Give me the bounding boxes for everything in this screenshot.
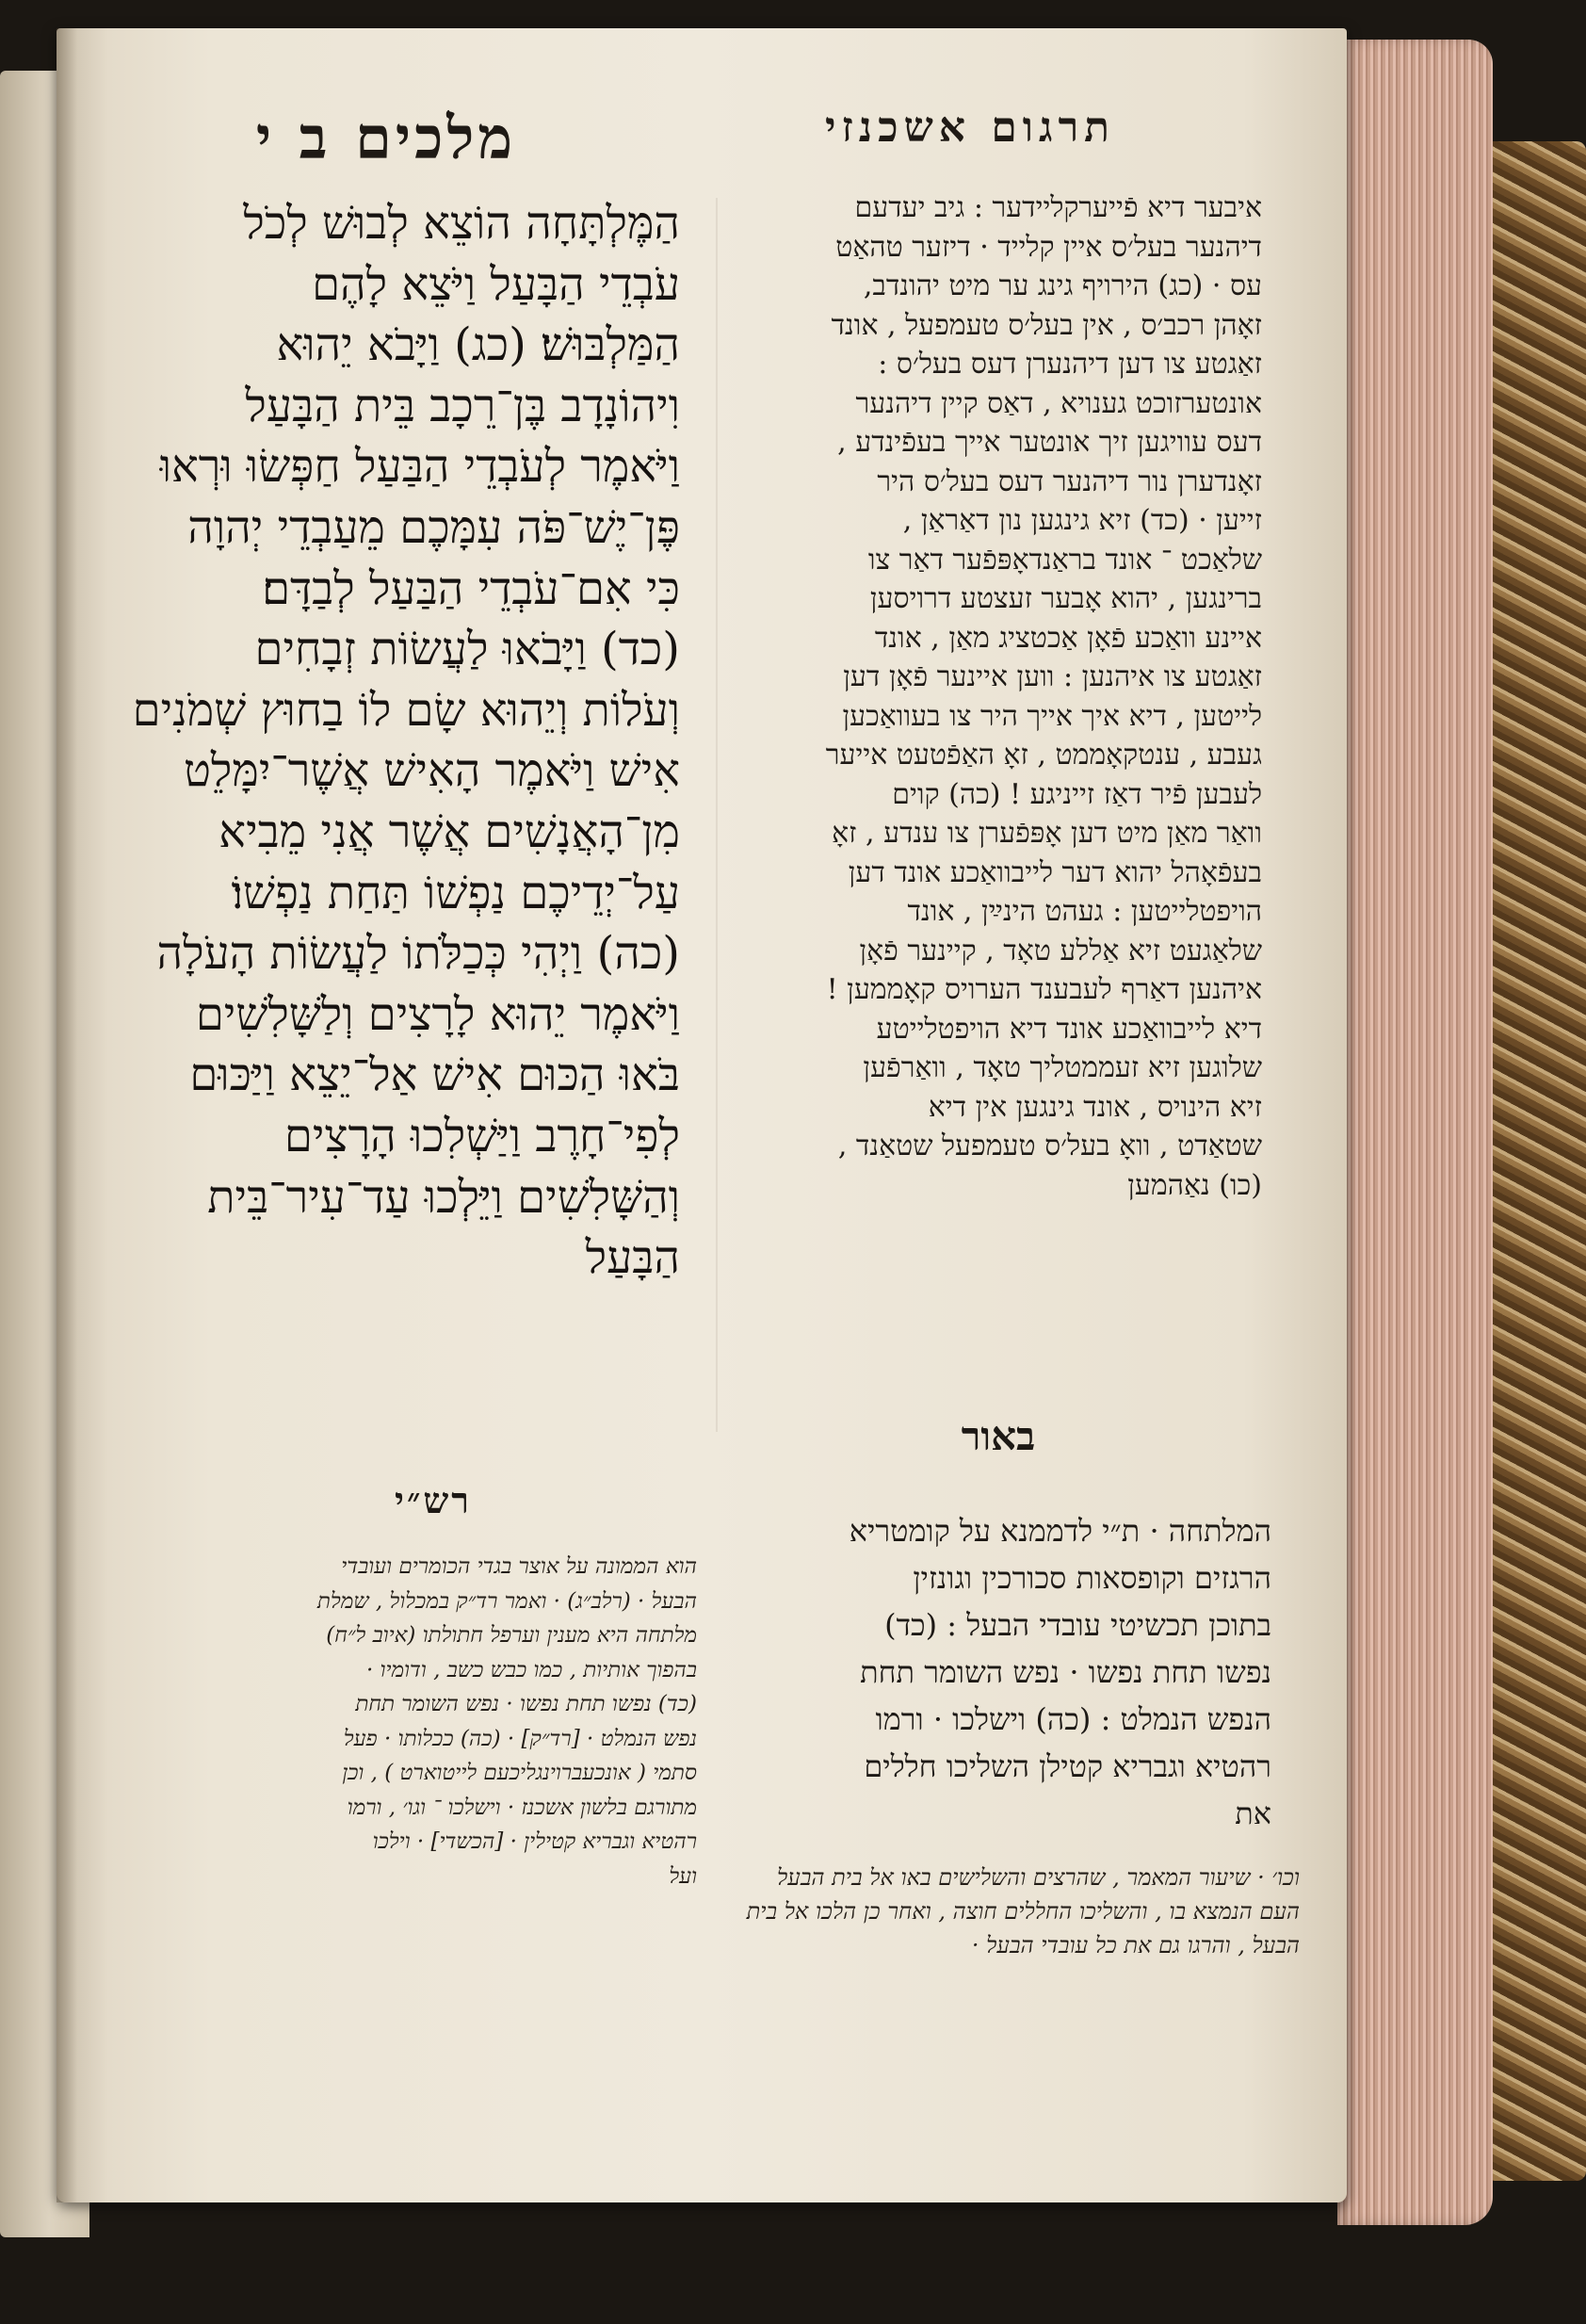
beur-commentary xyxy=(716,1507,1271,1837)
bottom-note-line: הבעל , והרגו גם את כל עובדי הבעל · xyxy=(971,1932,1300,1958)
rashi-line: נפש הנמלט · [רד״ק] · (כה) ככלותו · פעל xyxy=(343,1726,697,1751)
scripture-column xyxy=(124,193,680,1289)
beur-line: רהטיא וגבריא קטילן השליכו חללים xyxy=(864,1748,1271,1784)
scripture-line: (כד) וַיָּבֹאוּ לַעֲשׂוֹת זְבָחִים xyxy=(254,623,680,676)
scripture-line: וַיֹּאמֶר לְעֹבְדֵי הַבַּעַל חַפְּשׂוּ וּרְאוּ xyxy=(159,440,680,494)
beur-line: בתוכן תכשיטי עובדי הבעל : (כד) xyxy=(884,1607,1271,1643)
gutter-shadow xyxy=(57,28,77,2202)
running-header-left: מלכים ב י xyxy=(255,104,517,172)
running-header-right: תרגום אשכנזי xyxy=(824,104,1116,152)
translation-line: זיא הינויס , אונד גינגען אין דיא xyxy=(928,1090,1262,1124)
scripture-line: וַיֹּאמֶר יֵהוּא לָרָצִים וְלַשָּׁלִשִׁים xyxy=(195,987,680,1041)
translation-line: הויפטלייטען : געהט הינײַן , אונד xyxy=(907,895,1262,928)
translation-line: זייען · (כד) זיא גינגען נון דאַראַן , xyxy=(902,504,1262,537)
rashi-commentary xyxy=(151,1550,697,1893)
translation-line: לייטען , דיא איך אייך היר צו בעוואַכען xyxy=(842,699,1262,733)
bottom-note xyxy=(697,1861,1300,1962)
translation-line: איינע וואַכע פֿאָן אַכטציג מאַן , אונד xyxy=(874,621,1262,655)
translation-line: שטאַדט , וואָ בעל׳ס טעמפעל שטאַנד , xyxy=(837,1129,1262,1162)
translation-line: לעבען פֿיר דאַז זייניגע ! (כה) קוים xyxy=(892,777,1262,811)
page-edges xyxy=(1337,40,1493,2225)
scripture-line: הַמַּלְבּוּשׁ׃ (כג) וַיָּבֹא יֵהוּא xyxy=(276,318,680,372)
translation-line: דיא לייבוואַכע אונד דיא הויפטלייטע xyxy=(876,1012,1262,1046)
rashi-line: מתורגם בלשון אשכנז · וישלכו ־ וגו׳ , ורמו xyxy=(347,1795,697,1820)
translation-line: (כו) נאַהמען xyxy=(1127,1168,1262,1202)
translation-line: איהנען דאַרף לעבענד הערויס קאָממען ! xyxy=(826,973,1262,1006)
scripture-line: לְפִי־חָרֶב וַיַּשְׁלִכוּ הָרָצִים xyxy=(283,1109,680,1162)
rashi-line: ועל xyxy=(669,1863,697,1889)
scripture-line: עֹבְדֵי הַבָּעַל וַיֹּצֵא לָהֶם xyxy=(312,257,680,311)
scripture-line: אִישׁ וַיֹּאמֶר הָאִישׁ אֲשֶׁר־יִמָּלֵט xyxy=(183,744,680,798)
beur-line: הנפש הנמלט : (כה) וישלכו · ורמו xyxy=(875,1701,1271,1737)
column-divider xyxy=(716,198,718,1432)
translation-line: דיהנער בעל׳ס איין קלייד · דיזער טהאַט xyxy=(835,230,1262,264)
translation-line: געבע , ענטקאָממט , זאָ האַפֿטעט אייער xyxy=(825,739,1262,772)
translation-line: זאַגטע צו דען דיהנערן דעס בעל׳ס : xyxy=(878,348,1262,381)
translation-line: שלאַגעט זיא אַללע טאָד , קיינער פֿאָן xyxy=(859,934,1262,967)
scripture-line: הַבָּעַל xyxy=(585,1231,680,1285)
translation-line: ברינגען , יהוא אָבער זעצטע דרויסען xyxy=(869,582,1262,615)
beur-line: את xyxy=(1235,1796,1271,1831)
translation-line: שלוגען זיא זעממטליך טאָד , וואַרפֿען xyxy=(863,1051,1262,1084)
rashi-line: מלתחה היא מענין וערפל חתולתו (איוב ל״ח) xyxy=(326,1623,697,1648)
translation-line: זאַגטע צו איהנען : ווען איינער פֿאָן דען xyxy=(843,660,1262,693)
rashi-line: (כד) נפשו תחת נפשו · נפש השומר תחת xyxy=(355,1692,697,1716)
scripture-line: הַמֶּלְתָּחָה הוֹצֵא לְבוּשׁ לְכֹל xyxy=(243,197,680,250)
scripture-line: (כה) וַיְהִי כְּכַלֹּתוֹ לַעֲשׂוֹת הָעֹלָה xyxy=(156,927,680,981)
translation-line: זאָנדערן נור דיהנער דעס בעל׳ס היר xyxy=(877,464,1262,498)
translation-line: זאָהן רכב׳ס , אין בעל׳ס טעמפעל , אונד xyxy=(831,308,1262,342)
bottom-note-line: וכו׳ · שיעור המאמר , שהרצים והשלישים באו אל בית הבעל xyxy=(777,1864,1300,1891)
translation-line: דעס עוויגען זיך אונטער אייך בעפֿינדע , xyxy=(837,426,1262,459)
rashi-line: הוא הממונה על אוצר בגדי הכומרים ועובדי xyxy=(341,1554,697,1579)
scripture-line: וְעֹלוֹת וְיֵהוּא שָׂם לוֹ בַחוּץ שְׁמֹנִים xyxy=(132,683,680,737)
translation-line: בעפֿאָהל יהוא דער לייבוואַכע אונד דען xyxy=(848,855,1262,889)
beur-line: נפשו תחת נפשו · נפש השומר תחת xyxy=(860,1654,1271,1690)
scripture-line: כִּי אִם־עֹבְדֵי הַבַּעַל לְבַדָּם׃ xyxy=(262,561,680,615)
beur-line: המלתחה · ת״י לדממנא על קומטריא xyxy=(849,1513,1271,1549)
scripture-line: בֹּאוּ הַכּוּם אִישׁ אַל־יֵצֵא וַיַּכּוּם xyxy=(189,1048,680,1102)
translation-line: איבער דיא פֿייערקליידער : גיב יעדעם xyxy=(854,191,1262,224)
translation-line: עס · (כג) הירויף גינג ער מיט יהונדב, xyxy=(863,269,1262,302)
book-cover xyxy=(1481,141,1586,2181)
translation-line: אונטערזוכט גענויא , דאַס קיין דיהנער xyxy=(855,386,1262,420)
rashi-line: בהפוך אותיות , כמו כבש כשב , ודומיו · xyxy=(365,1657,697,1682)
scripture-line: עַל־יְדֵיכֶם נַפְשׁוֹ תַּחַת נַפְשׁוֹ׃ xyxy=(231,866,680,919)
rashi-title: רש״י xyxy=(395,1479,472,1521)
scripture-line: וְהַשָּׁלִשִׁים וַיֵּלְכוּ עַד־עִיר־בֵּית xyxy=(207,1170,680,1224)
rashi-line: רהטיא וגבריא קטילין · [הכשדי] · וילכו xyxy=(372,1829,697,1854)
bottom-note-line: העם הנמצא בו , והשליכו החללים חוצה , ואחר כן הלכו אל בית xyxy=(746,1898,1300,1925)
scripture-line: פֶּן־יֶשׁ־פֹּה עִמָּכֶם מֵעַבְדֵי יְהוָה xyxy=(187,500,680,554)
beur-title: באור xyxy=(961,1413,1036,1459)
beur-line: הרגזים וקופסאות סכורכין וגונזין xyxy=(913,1560,1271,1596)
rashi-line: סתמי ( אונכעברוינגליכעם לייטוארט ) , וכן xyxy=(342,1761,697,1785)
scripture-line: וִיהוֹנָדָב בֶּן־רֵכָב בֵּית הַבָּעַל xyxy=(245,379,680,432)
translation-line: שלאַכט ־ אונד בראַנדאָפּפֿער דאַר צו xyxy=(867,543,1262,577)
rashi-line: הבעל · (רלב״ג) · ואמר רד״ק במכלול , שמלת xyxy=(316,1588,697,1614)
translation-column xyxy=(725,188,1262,1205)
translation-line: וואַר מאַן מיט דען אָפּפֿערן צו ענדע , זאָ xyxy=(832,817,1262,850)
scripture-line: מִן־הָאֲנָשִׁים אֲשֶׁר אֲנִי מֵבִיא xyxy=(218,804,680,858)
